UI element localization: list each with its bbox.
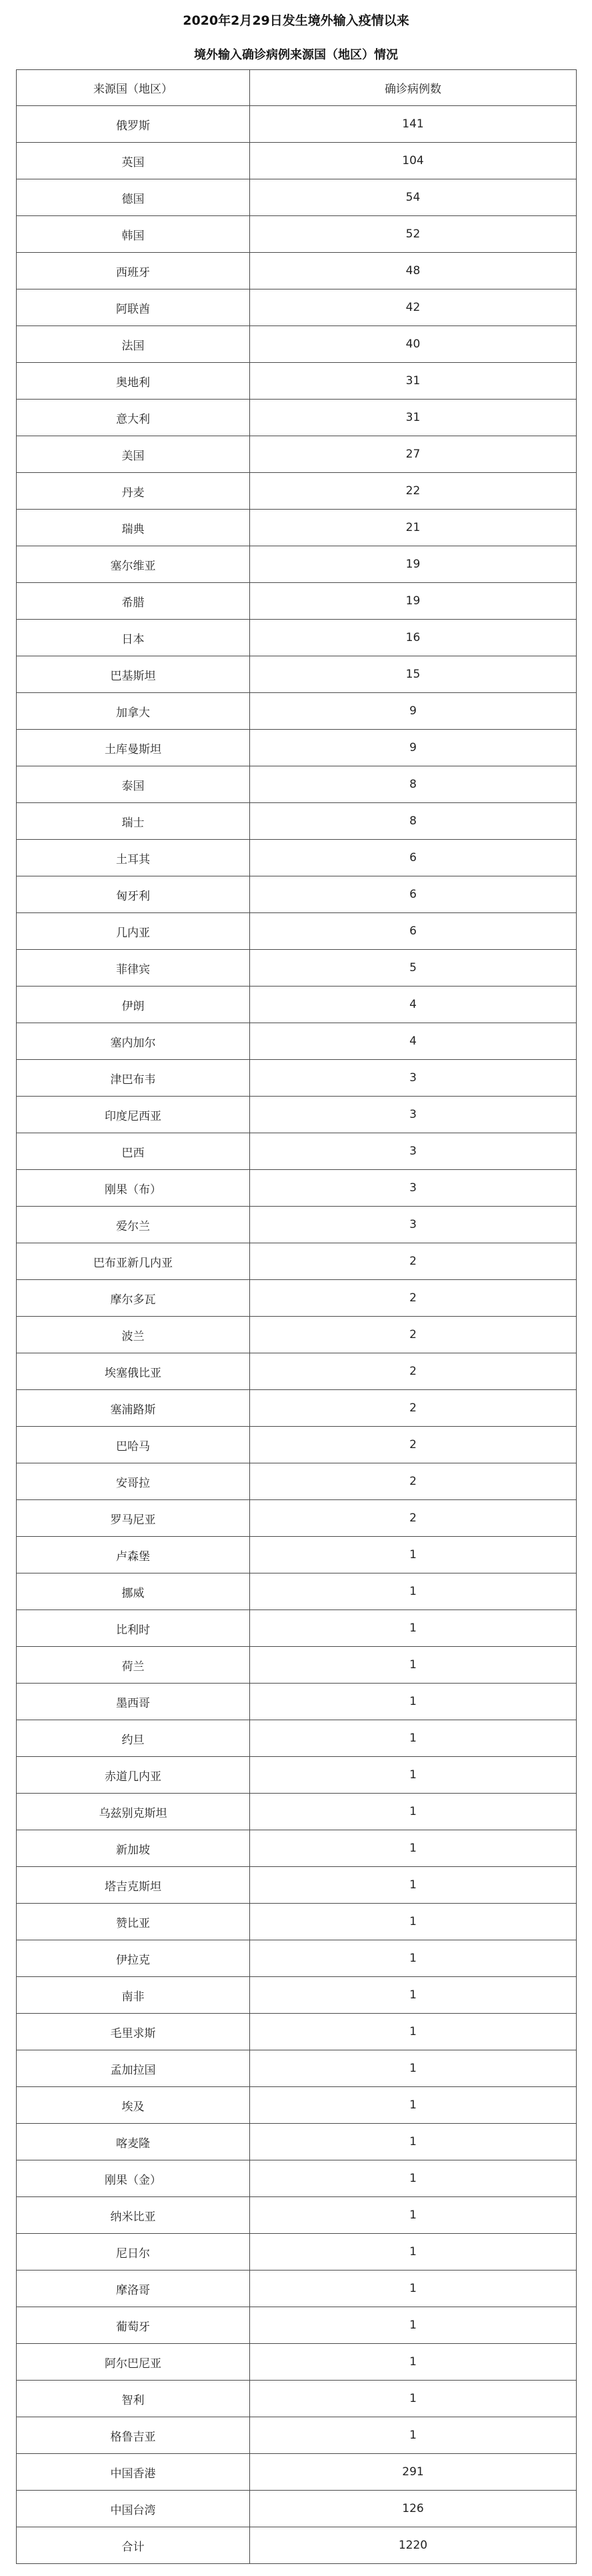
cell-confirmed-cases: 1 xyxy=(250,1720,577,1757)
cell-source-region: 巴哈马 xyxy=(17,1427,250,1463)
table-row xyxy=(17,2050,577,2087)
cell-source-region: 津巴布韦 xyxy=(17,1060,250,1097)
table-row xyxy=(17,913,577,950)
cell-source-region: 德国 xyxy=(17,179,250,216)
table-row xyxy=(17,766,577,803)
cell-source-region: 泰国 xyxy=(17,766,250,803)
cell-source-region: 格鲁吉亚 xyxy=(17,2417,250,2454)
cell-source-region: 比利时 xyxy=(17,1610,250,1647)
table-row xyxy=(17,1243,577,1280)
table-row xyxy=(17,2124,577,2160)
cell-confirmed-cases: 8 xyxy=(250,766,577,803)
cell-confirmed-cases: 2 xyxy=(250,1500,577,1537)
table-row xyxy=(17,950,577,987)
table-row xyxy=(17,1573,577,1610)
cell-confirmed-cases: 1 xyxy=(250,2197,577,2234)
table-row xyxy=(17,1427,577,1463)
cell-confirmed-cases: 31 xyxy=(250,400,577,436)
cell-source-region: 爱尔兰 xyxy=(17,1207,250,1243)
table-row xyxy=(17,1830,577,1867)
cell-source-region: 安哥拉 xyxy=(17,1463,250,1500)
cell-confirmed-cases: 31 xyxy=(250,363,577,400)
cell-confirmed-cases: 2 xyxy=(250,1463,577,1500)
table-row xyxy=(17,1023,577,1060)
table-row xyxy=(17,2381,577,2417)
cell-source-region: 挪威 xyxy=(17,1573,250,1610)
cell-source-region: 摩尔多瓦 xyxy=(17,1280,250,1317)
cell-confirmed-cases: 1 xyxy=(250,1794,577,1830)
table-row xyxy=(17,1097,577,1133)
cell-confirmed-cases: 2 xyxy=(250,1427,577,1463)
cell-confirmed-cases: 1220 xyxy=(250,2527,577,2564)
table-row xyxy=(17,546,577,583)
cell-source-region: 西班牙 xyxy=(17,253,250,289)
table-row xyxy=(17,2087,577,2124)
cell-source-region: 匈牙利 xyxy=(17,876,250,913)
cell-confirmed-cases: 1 xyxy=(250,2124,577,2160)
table-row xyxy=(17,1794,577,1830)
cell-source-region: 巴基斯坦 xyxy=(17,656,250,693)
cell-source-region: 赤道几内亚 xyxy=(17,1757,250,1794)
table-row xyxy=(17,620,577,656)
cell-source-region: 孟加拉国 xyxy=(17,2050,250,2087)
table-row xyxy=(17,2014,577,2050)
cell-source-region: 伊朗 xyxy=(17,987,250,1023)
cell-confirmed-cases: 1 xyxy=(250,1573,577,1610)
cell-source-region: 希腊 xyxy=(17,583,250,620)
cell-confirmed-cases: 291 xyxy=(250,2454,577,2491)
cell-source-region: 俄罗斯 xyxy=(17,106,250,143)
cell-source-region: 英国 xyxy=(17,143,250,179)
cell-source-region: 南非 xyxy=(17,1977,250,2014)
table-row xyxy=(17,1463,577,1500)
cell-source-region: 毛里求斯 xyxy=(17,2014,250,2050)
table-row xyxy=(17,583,577,620)
table-row xyxy=(17,1390,577,1427)
table-row xyxy=(17,326,577,363)
table-row xyxy=(17,1647,577,1684)
cell-confirmed-cases: 1 xyxy=(250,1904,577,1940)
cell-confirmed-cases: 1 xyxy=(250,1647,577,1684)
table-row xyxy=(17,2271,577,2307)
cell-confirmed-cases: 15 xyxy=(250,656,577,693)
cell-source-region: 荷兰 xyxy=(17,1647,250,1684)
cell-confirmed-cases: 3 xyxy=(250,1097,577,1133)
table-row xyxy=(17,2454,577,2491)
cell-confirmed-cases: 2 xyxy=(250,1243,577,1280)
cell-source-region: 阿联酋 xyxy=(17,289,250,326)
cell-source-region: 塞内加尔 xyxy=(17,1023,250,1060)
table-row xyxy=(17,400,577,436)
cell-source-region: 意大利 xyxy=(17,400,250,436)
cell-confirmed-cases: 3 xyxy=(250,1170,577,1207)
cell-confirmed-cases: 8 xyxy=(250,803,577,840)
table-row xyxy=(17,2160,577,2197)
table-row xyxy=(17,143,577,179)
cell-source-region: 约旦 xyxy=(17,1720,250,1757)
cell-source-region: 几内亚 xyxy=(17,913,250,950)
cell-source-region: 中国香港 xyxy=(17,2454,250,2491)
cell-source-region: 乌兹别克斯坦 xyxy=(17,1794,250,1830)
cell-source-region: 合计 xyxy=(17,2527,250,2564)
cell-confirmed-cases: 9 xyxy=(250,730,577,766)
cell-confirmed-cases: 1 xyxy=(250,2307,577,2344)
table-row xyxy=(17,2234,577,2271)
cell-confirmed-cases: 22 xyxy=(250,473,577,510)
cell-confirmed-cases: 2 xyxy=(250,1353,577,1390)
table-row xyxy=(17,2197,577,2234)
cell-confirmed-cases: 1 xyxy=(250,2271,577,2307)
header-confirmed-cases: 确诊病例数 xyxy=(250,70,577,106)
cell-source-region: 韩国 xyxy=(17,216,250,253)
table-row xyxy=(17,876,577,913)
cell-source-region: 波兰 xyxy=(17,1317,250,1353)
cell-source-region: 巴西 xyxy=(17,1133,250,1170)
table-row xyxy=(17,803,577,840)
cell-source-region: 奥地利 xyxy=(17,363,250,400)
table-row xyxy=(17,2417,577,2454)
cell-confirmed-cases: 1 xyxy=(250,1830,577,1867)
cases-table xyxy=(16,69,577,2564)
cell-source-region: 埃塞俄比亚 xyxy=(17,1353,250,1390)
cell-source-region: 墨西哥 xyxy=(17,1684,250,1720)
table-row xyxy=(17,1170,577,1207)
cell-source-region: 喀麦隆 xyxy=(17,2124,250,2160)
table-row xyxy=(17,1537,577,1573)
cell-confirmed-cases: 1 xyxy=(250,2087,577,2124)
cell-source-region: 阿尔巴尼亚 xyxy=(17,2344,250,2381)
cell-source-region: 罗马尼亚 xyxy=(17,1500,250,1537)
cell-confirmed-cases: 6 xyxy=(250,913,577,950)
cell-source-region: 塔吉克斯坦 xyxy=(17,1867,250,1904)
table-row xyxy=(17,1353,577,1390)
cell-source-region: 巴布亚新几内亚 xyxy=(17,1243,250,1280)
cell-confirmed-cases: 1 xyxy=(250,1610,577,1647)
cell-source-region: 摩洛哥 xyxy=(17,2271,250,2307)
table-row xyxy=(17,2491,577,2527)
cell-confirmed-cases: 6 xyxy=(250,876,577,913)
cell-confirmed-cases: 3 xyxy=(250,1207,577,1243)
cell-confirmed-cases: 16 xyxy=(250,620,577,656)
cell-confirmed-cases: 1 xyxy=(250,2014,577,2050)
table-row xyxy=(17,1867,577,1904)
header-source-region: 来源国（地区） xyxy=(17,70,250,106)
cell-confirmed-cases: 4 xyxy=(250,1023,577,1060)
cell-source-region: 刚果（金） xyxy=(17,2160,250,2197)
cell-confirmed-cases: 3 xyxy=(250,1060,577,1097)
cell-confirmed-cases: 1 xyxy=(250,1537,577,1573)
cell-source-region: 卢森堡 xyxy=(17,1537,250,1573)
table-row xyxy=(17,1207,577,1243)
table-row xyxy=(17,473,577,510)
cell-confirmed-cases: 9 xyxy=(250,693,577,730)
cell-source-region: 中国台湾 xyxy=(17,2491,250,2527)
table-row xyxy=(17,656,577,693)
cell-source-region: 尼日尔 xyxy=(17,2234,250,2271)
table-caption: 境外输入确诊病例来源国（地区）情况 xyxy=(194,48,398,62)
cell-source-region: 瑞士 xyxy=(17,803,250,840)
table-row xyxy=(17,730,577,766)
cell-source-region: 日本 xyxy=(17,620,250,656)
cell-confirmed-cases: 141 xyxy=(250,106,577,143)
cell-confirmed-cases: 21 xyxy=(250,510,577,546)
cell-confirmed-cases: 4 xyxy=(250,987,577,1023)
table-header-row xyxy=(17,70,577,106)
table-row xyxy=(17,2307,577,2344)
cell-confirmed-cases: 1 xyxy=(250,1977,577,2014)
cell-source-region: 埃及 xyxy=(17,2087,250,2124)
table-row xyxy=(17,1684,577,1720)
cell-confirmed-cases: 42 xyxy=(250,289,577,326)
cell-confirmed-cases: 1 xyxy=(250,1757,577,1794)
table-row xyxy=(17,1060,577,1097)
table-row xyxy=(17,2527,577,2564)
table-row xyxy=(17,1940,577,1977)
cell-source-region: 土库曼斯坦 xyxy=(17,730,250,766)
cell-source-region: 纳米比亚 xyxy=(17,2197,250,2234)
table-row xyxy=(17,1977,577,2014)
table-row xyxy=(17,106,577,143)
cell-confirmed-cases: 1 xyxy=(250,2344,577,2381)
cell-source-region: 塞尔维亚 xyxy=(17,546,250,583)
cell-confirmed-cases: 19 xyxy=(250,583,577,620)
table-row xyxy=(17,987,577,1023)
table-body xyxy=(17,106,577,2564)
cell-confirmed-cases: 52 xyxy=(250,216,577,253)
table-row xyxy=(17,1904,577,1940)
table-row xyxy=(17,179,577,216)
table-row xyxy=(17,363,577,400)
cell-confirmed-cases: 1 xyxy=(250,1684,577,1720)
table-row xyxy=(17,253,577,289)
table-row xyxy=(17,1500,577,1537)
cell-confirmed-cases: 2 xyxy=(250,1280,577,1317)
cell-source-region: 美国 xyxy=(17,436,250,473)
cell-confirmed-cases: 2 xyxy=(250,1390,577,1427)
cell-source-region: 加拿大 xyxy=(17,693,250,730)
table-row xyxy=(17,2344,577,2381)
cell-confirmed-cases: 40 xyxy=(250,326,577,363)
cell-confirmed-cases: 1 xyxy=(250,1940,577,1977)
cell-confirmed-cases: 6 xyxy=(250,840,577,876)
table-row xyxy=(17,1757,577,1794)
cell-source-region: 土耳其 xyxy=(17,840,250,876)
cell-confirmed-cases: 1 xyxy=(250,2234,577,2271)
cell-confirmed-cases: 5 xyxy=(250,950,577,987)
table-row xyxy=(17,1720,577,1757)
cell-confirmed-cases: 3 xyxy=(250,1133,577,1170)
table-row xyxy=(17,1610,577,1647)
table-row xyxy=(17,693,577,730)
cell-confirmed-cases: 54 xyxy=(250,179,577,216)
cell-confirmed-cases: 1 xyxy=(250,2160,577,2197)
cell-confirmed-cases: 1 xyxy=(250,2050,577,2087)
cell-source-region: 伊拉克 xyxy=(17,1940,250,1977)
cell-confirmed-cases: 104 xyxy=(250,143,577,179)
cell-source-region: 印度尼西亚 xyxy=(17,1097,250,1133)
cell-source-region: 瑞典 xyxy=(17,510,250,546)
cell-source-region: 新加坡 xyxy=(17,1830,250,1867)
cell-source-region: 刚果（布） xyxy=(17,1170,250,1207)
table-row xyxy=(17,1133,577,1170)
table-row xyxy=(17,216,577,253)
table-row xyxy=(17,289,577,326)
cell-source-region: 塞浦路斯 xyxy=(17,1390,250,1427)
cell-source-region: 法国 xyxy=(17,326,250,363)
cell-confirmed-cases: 1 xyxy=(250,1867,577,1904)
cell-confirmed-cases: 27 xyxy=(250,436,577,473)
cell-source-region: 智利 xyxy=(17,2381,250,2417)
table-row xyxy=(17,1317,577,1353)
cell-confirmed-cases: 48 xyxy=(250,253,577,289)
table-row xyxy=(17,840,577,876)
cell-confirmed-cases: 1 xyxy=(250,2381,577,2417)
cell-confirmed-cases: 2 xyxy=(250,1317,577,1353)
table-row xyxy=(17,436,577,473)
table-row xyxy=(17,510,577,546)
cell-confirmed-cases: 126 xyxy=(250,2491,577,2527)
cell-source-region: 赞比亚 xyxy=(17,1904,250,1940)
cell-confirmed-cases: 19 xyxy=(250,546,577,583)
page-title: 2020年2月29日发生境外输入疫情以来 xyxy=(183,13,409,28)
cell-source-region: 葡萄牙 xyxy=(17,2307,250,2344)
cell-source-region: 丹麦 xyxy=(17,473,250,510)
cell-confirmed-cases: 1 xyxy=(250,2417,577,2454)
table-row xyxy=(17,1280,577,1317)
cell-source-region: 菲律宾 xyxy=(17,950,250,987)
